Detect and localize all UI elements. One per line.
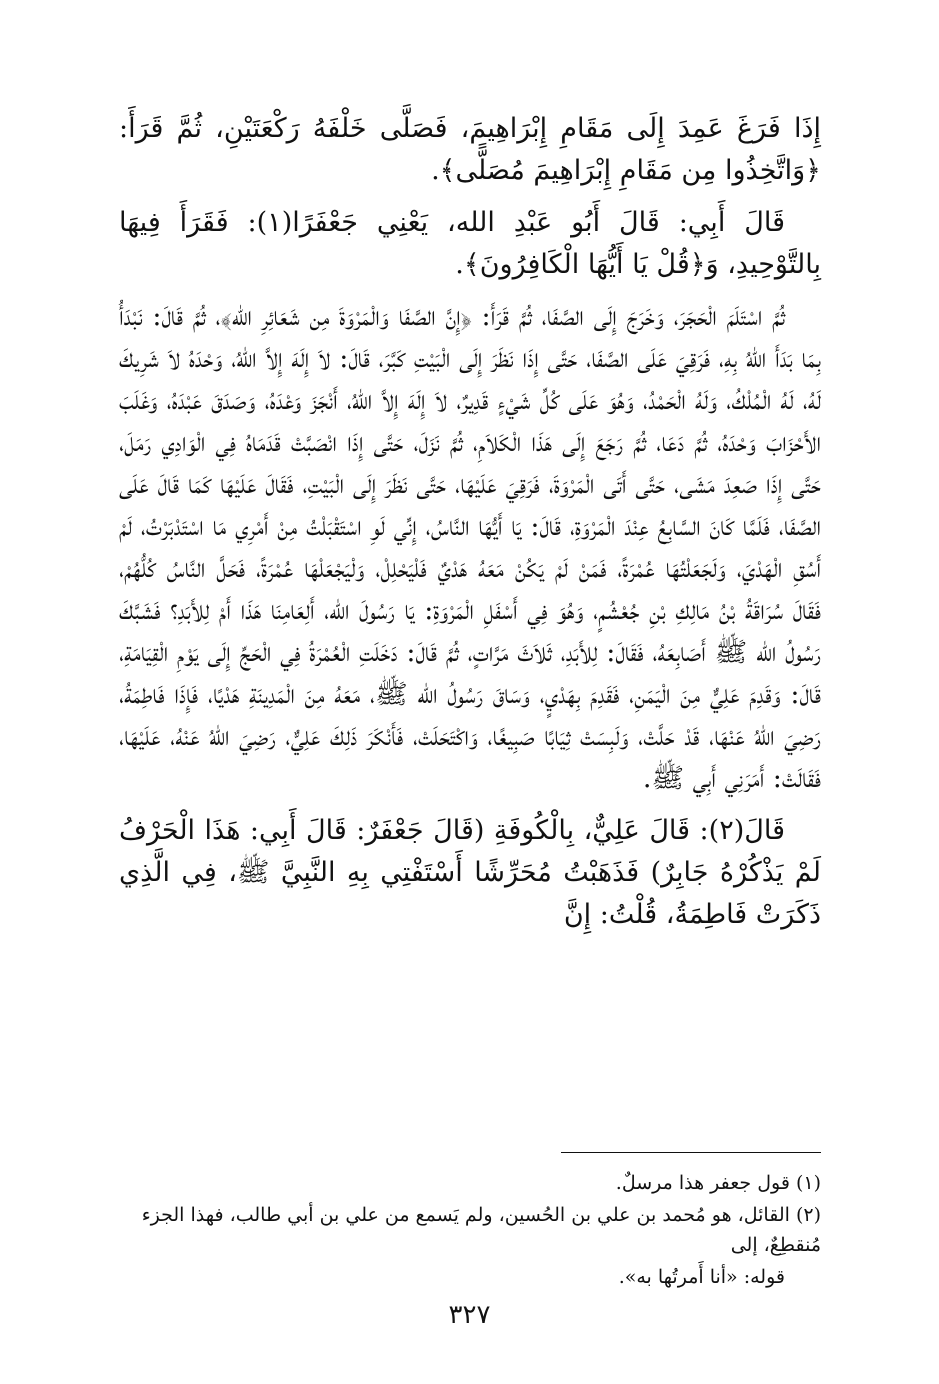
footnote-2-continuation: قوله: «أنا أَمرتُها به». xyxy=(618,1266,785,1288)
footnotes xyxy=(119,1168,821,1294)
paragraph-4: قَالَ(٢): قَالَ عَلِيٌّ، بِالْكُوفَةِ (قَالَ جَعْفَرٌ: قَالَ أَبِي: هَذَا الْحَرْفُ لَمْ يَذْكُرْهُ جَابِرٌ) فَذَهَبْتُ مُحَرِّشًا أَسْتَفْتِي بِهِ النَّبِيَّ ﷺ، فِي الَّذِي ذَكَرَتْ فَاطِمَةُ، قُلْتُ: إِنَّ xyxy=(119,815,821,930)
paragraph-3: ثُمَّ اسْتَلَمَ الْحَجَرَ، وَخَرَجَ إِلَى الصَّفَا، ثُمَّ قَرَأَ: ﴿إِنَّ الصَّفَا وَالْمَرْوَةَ مِن شَعَائِرِ الله﴾، ثُمَّ قَالَ: نَبْدَأُ بِمَا بَدَأَ اللهُ بِهِ، فَرَقِيَ عَلَى الصَّفَا، حَتَّى إِذَا نَظَرَ إِلَى الْبَيْتِ كَبَّرَ، قَالَ: لاَ إِلَهَ إِلاَّ اللهُ، وَحْدَهُ لاَ شَرِيكَ لَهُ، لَهُ الْمُلْكُ، وَلَهُ الْحَمْدُ، وَهُوَ عَلَى كُلِّ شَيْءٍ قَدِيرٌ، لاَ إِلَهَ إِلاَّ اللهُ، أَنْجَزَ وَعْدَهُ، وَصَدَقَ عَبْدَهُ، وَغَلَبَ الأَحْزَابَ وَحْدَهُ، ثُمَّ دَعَا، ثُمَّ رَجَعَ إِلَى هَذَا الْكَلاَمِ، ثُمَّ نَزَلَ، حَتَّى إِذَا انْصَبَّتْ قَدَمَاهُ فِي الْوَادِي رَمَلَ، حَتَّى إِذَا صَعِدَ مَشَى، حَتَّى أَتَى الْمَرْوَةَ، فَرَقِيَ عَلَيْهَا، حَتَّى نَظَرَ إِلَى الْبَيْتِ، فَقَالَ عَلَيْهَا كَمَا قَالَ عَلَى الصَّفَا، فَلَمَّا كَانَ السَّابِعُ عِنْدَ الْمَرْوَةِ، قَالَ: يَا أَيُّهَا النَّاسُ، إِنِّي لَوِ اسْتَقْبَلْتُ مِنْ أَمْرِي مَا اسْتَدْبَرْتُ، لَمْ أَسُقِ الْهَدْيَ، وَلَجَعَلْتُهَا عُمْرَةً، فَمَنْ لَمْ يَكُنْ مَعَهُ هَدْيٌ فَلْيَحْلِلْ، وَلْيَجْعَلْهَا عُمْرَةً، فَحَلَّ النَّاسُ كُلُّهُمْ، فَقَالَ سُرَاقَةُ بْنُ مَالِكِ بْنِ جُعْشُمٍ، وَهُوَ فِي أَسْفَلِ الْمَرْوَةِ: يَا رَسُولَ الله، أَلِعَامِنَا هَذَا أَمْ لِلأَبَدِ؟ فَشَبَّكَ رَسُولُ الله ﷺ أَصَابِعَهُ، فَقَالَ: لِلأَبَدِ، ثَلاَثَ مَرَّاتٍ، ثُمَّ قَالَ: دَخَلَتِ الْعُمْرَةُ فِي الْحَجِّ إِلَى يَوْمِ الْقِيَامَةِ، قَالَ: وَقَدِمَ عَلِيٌّ مِنَ الْيَمَنِ، فَقَدِمَ بِهَدْيٍ، وَسَاقَ رَسُولُ الله ﷺ، مَعَهُ مِنَ الْمَدِينَةِ هَدْيًا، فَإِذَا فَاطِمَةُ، رَضِيَ اللهُ عَنْهَا، قَدْ حَلَّتْ، وَلَبِسَتْ ثِيَابًا صَبِيغًا، وَاكْتَحَلَتْ، فَأَنْكَرَ ذَلِكَ عَلِيٌّ، رَضِيَ اللهُ عَنْهُ، عَلَيْهَا، فَقَالَتْ: أَمَرَنِي أَبِي ﷺ. xyxy=(119,301,821,794)
main-text-body xyxy=(119,108,821,946)
paragraph-2: قَالَ أَبِي: قَالَ أَبُو عَبْدِ الله، يَعْنِي جَعْفَرًا(١): فَقَرَأَ فِيهَا بِالتَّوْحِيدِ، وَ﴿قُلْ يَا أَيُّهَا الْكَافِرُونَ﴾. xyxy=(119,207,821,280)
footnote-2: (٢) القائل، هو مُحمد بن علي بن الحُسين، ولم يَسمع من علي بن أبي طالب، فهذا الجزء مُنقطِعٌ، إلى xyxy=(141,1204,821,1256)
page-number: ٣٢٧ xyxy=(448,1300,491,1330)
footnote-divider xyxy=(561,1152,821,1153)
footnote-1: (١) قول جعفر هذا مرسلٌ. xyxy=(615,1172,821,1194)
paragraph-1: إِذَا فَرَغَ عَمِدَ إِلَى مَقَامِ إِبْرَاهِيمَ، فَصَلَّى خَلْفَهُ رَكْعَتَيْنِ، ثُمَّ قَرَأَ: ﴿وَاتَّخِذُوا مِن مَقَامِ إِبْرَاهِيمَ مُصَلًّى﴾. xyxy=(119,113,821,186)
